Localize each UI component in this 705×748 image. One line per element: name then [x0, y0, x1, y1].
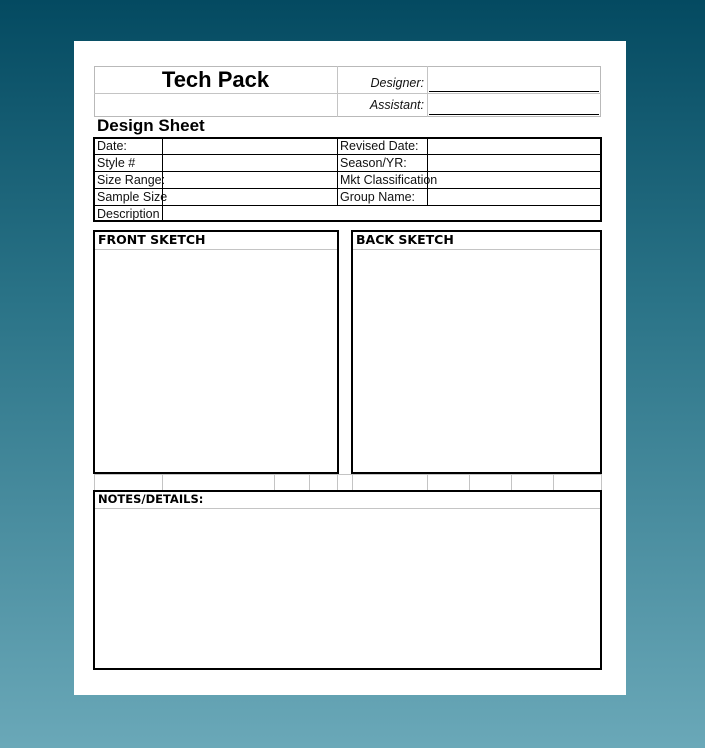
grid-line	[601, 474, 602, 490]
designer-field[interactable]	[429, 68, 599, 92]
season-year-label: Season/YR:	[340, 156, 407, 170]
assistant-field[interactable]	[429, 95, 599, 115]
mkt-classification-label: Mkt Classification	[340, 173, 438, 187]
col-divider	[337, 138, 338, 205]
designer-label: Designer:	[370, 76, 424, 90]
tech-pack-sheet	[74, 41, 626, 695]
page-title: Tech Pack	[161, 67, 270, 92]
description-label: Description	[97, 207, 160, 221]
grid-line	[511, 474, 512, 490]
assistant-label: Assistant:	[369, 98, 424, 112]
back-sketch-box[interactable]	[351, 230, 602, 474]
sample-size-label: Sample Size	[97, 190, 168, 204]
header-divider	[94, 93, 601, 94]
header-divider	[427, 66, 428, 117]
grid-line	[427, 474, 428, 490]
col-divider	[427, 138, 428, 205]
notes-label: NOTES/DETAILS:	[98, 492, 204, 506]
grid-line	[352, 474, 353, 490]
design-sheet-heading: Design Sheet	[97, 116, 205, 135]
back-sketch-label: BACK SKETCH	[356, 232, 454, 247]
grid-line	[94, 474, 601, 475]
date-label: Date:	[97, 139, 127, 153]
grid-line	[309, 474, 310, 490]
grid-line	[337, 474, 338, 490]
group-name-label: Group Name:	[340, 190, 416, 204]
sketch-header-divider	[353, 249, 600, 250]
revised-date-label: Revised Date:	[340, 139, 419, 153]
grid-line	[94, 474, 95, 490]
size-range-label: Size Range:	[97, 173, 166, 187]
grid-line	[162, 474, 163, 490]
grid-line	[553, 474, 554, 490]
grid-line	[274, 474, 275, 490]
notes-header-divider	[95, 508, 600, 509]
front-sketch-box[interactable]	[93, 230, 339, 474]
notes-box[interactable]	[93, 490, 602, 670]
front-sketch-label: FRONT SKETCH	[98, 232, 206, 247]
grid-line	[469, 474, 470, 490]
sketch-header-divider	[95, 249, 337, 250]
style-number-label: Style #	[97, 156, 136, 170]
row-divider	[94, 205, 601, 206]
